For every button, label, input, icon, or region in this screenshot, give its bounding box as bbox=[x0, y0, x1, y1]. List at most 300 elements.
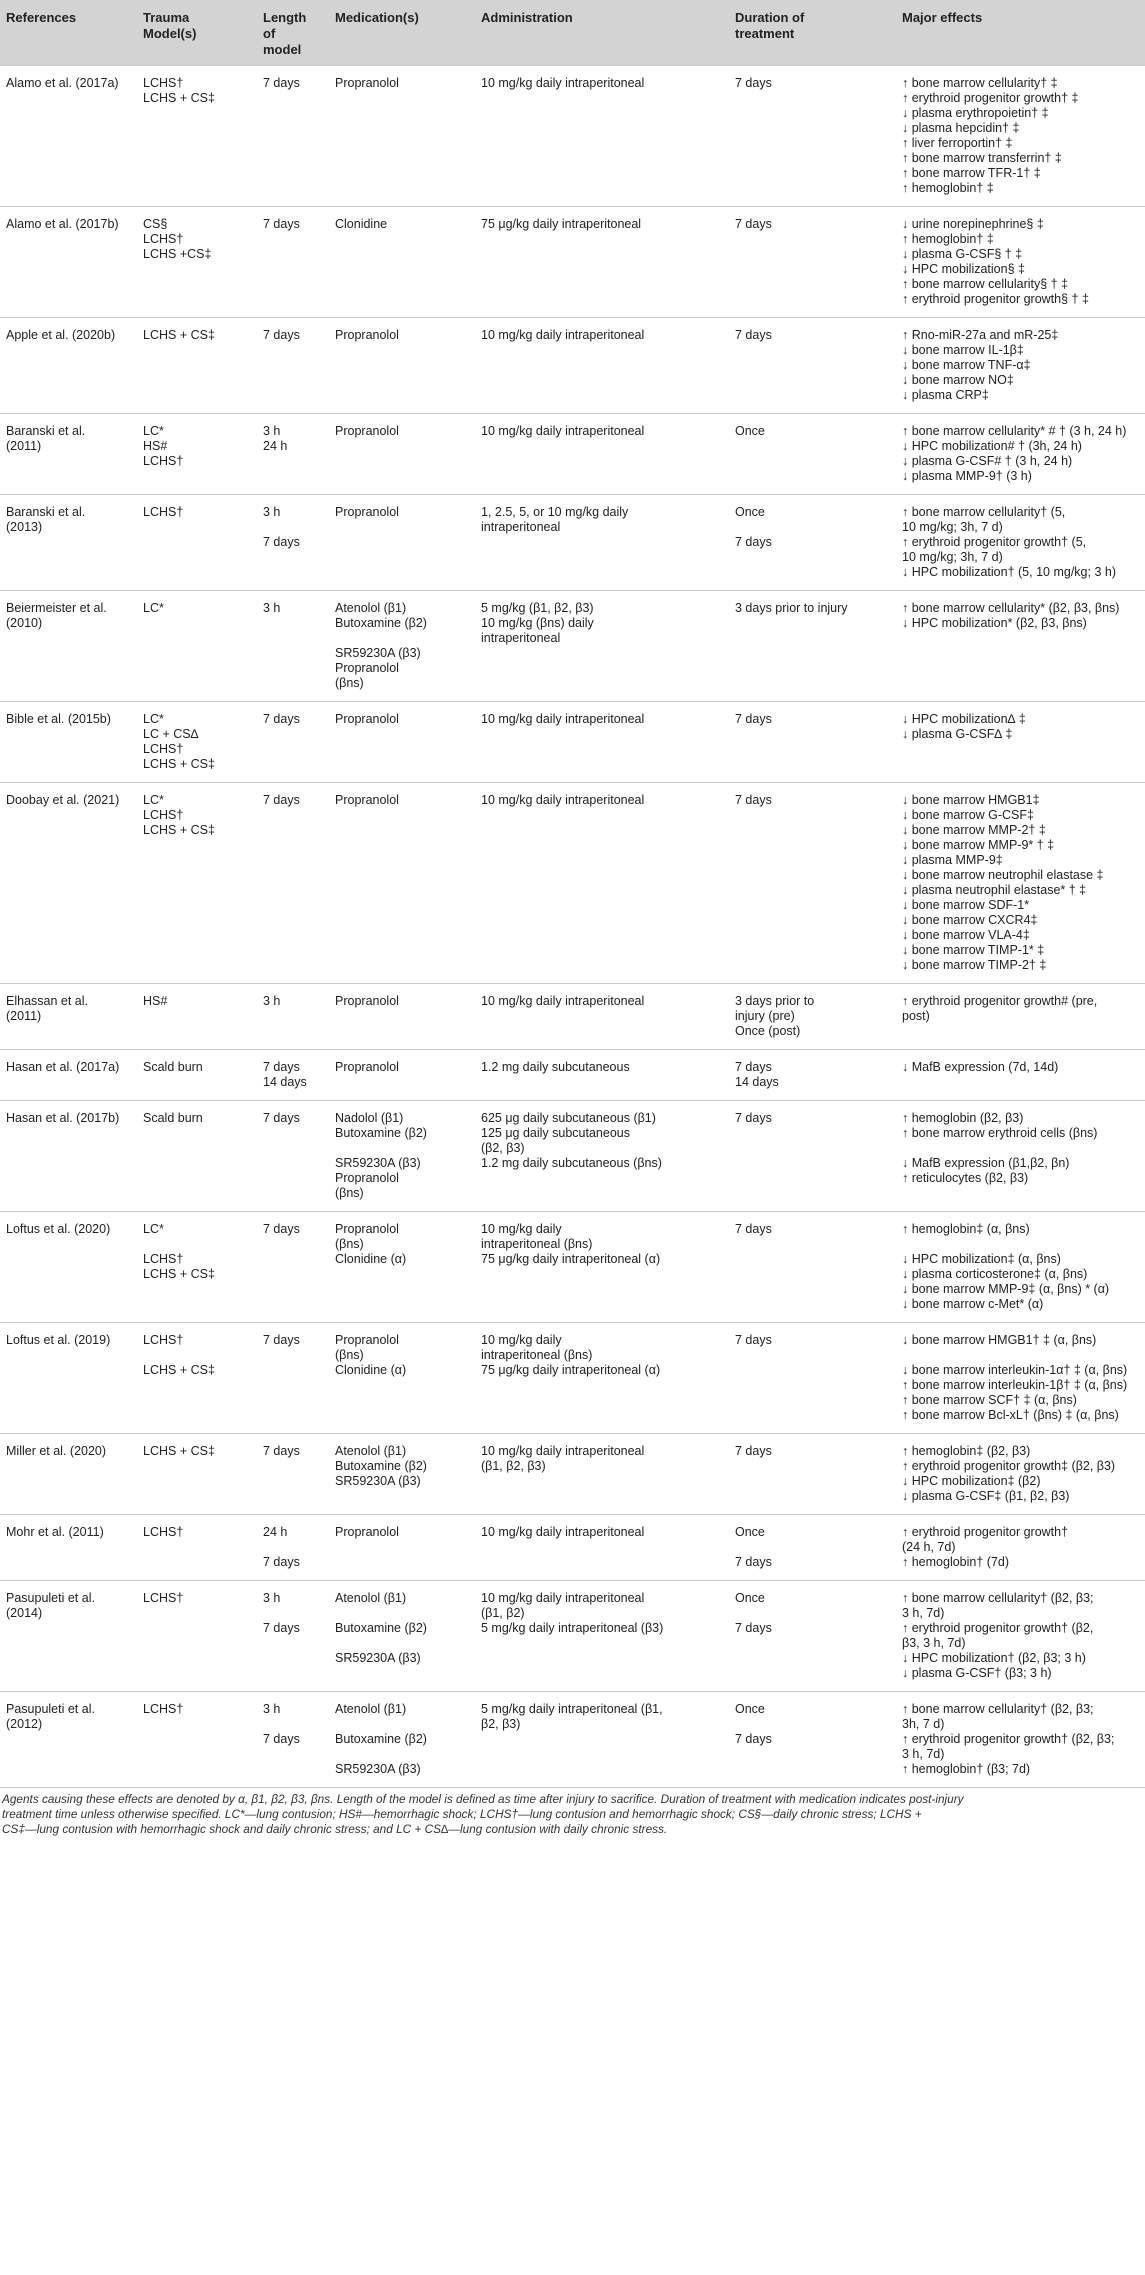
administration-cell bbox=[475, 702, 729, 783]
trauma-model-cell-line bbox=[143, 1237, 251, 1252]
effects-cell-line: ↑ erythroid progenitor growth† (β2, bbox=[902, 1621, 1094, 1635]
administration-cell-line: 75 μg/kg daily intraperitoneal (α) bbox=[481, 1363, 661, 1377]
trauma-model-cell bbox=[137, 495, 257, 591]
trauma-model-cell-line: LC* bbox=[143, 601, 164, 615]
header-references bbox=[0, 0, 137, 66]
length-cell-line: 3 h bbox=[263, 424, 281, 438]
length-cell-line: 14 days bbox=[263, 1075, 307, 1089]
table-row bbox=[0, 1101, 1145, 1212]
duration-cell bbox=[729, 984, 896, 1050]
administration-cell-line: intraperitoneal (βns) bbox=[481, 1348, 593, 1362]
medication-cell-line: Atenolol (β1) bbox=[335, 1591, 407, 1605]
administration-cell bbox=[475, 1212, 729, 1323]
effects-cell-line: ↓ bone marrow NO‡ bbox=[902, 373, 1014, 387]
administration-cell-line: intraperitoneal (βns) bbox=[481, 1237, 593, 1251]
administration-cell bbox=[475, 414, 729, 495]
table-row bbox=[0, 207, 1145, 318]
effects-cell-line: ↓ HPC mobilization† (β2, β3; 3 h) bbox=[902, 1651, 1086, 1665]
effects-cell-line bbox=[902, 1237, 1139, 1252]
length-cell-line: 7 days bbox=[263, 712, 300, 726]
effects-cell-line: ↑ Rno-miR-27a and mR-25‡ bbox=[902, 328, 1059, 342]
administration-cell-line: 10 mg/kg daily intraperitoneal bbox=[481, 76, 645, 90]
effects-cell-line: ↓ plasma corticosterone‡ (α, βns) bbox=[902, 1267, 1088, 1281]
trauma-model-cell bbox=[137, 1101, 257, 1212]
effects-cell-line: ↑ bone marrow interleukin-1β† ‡ (α, βns) bbox=[902, 1378, 1128, 1392]
table-row bbox=[0, 591, 1145, 702]
effects-cell-line: ↓ bone marrow G-CSF‡ bbox=[902, 808, 1034, 822]
effects-cell-line: ↑ erythroid progenitor growth# (pre, bbox=[902, 994, 1098, 1008]
effects-cell-line: ↓ bone marrow CXCR4‡ bbox=[902, 913, 1038, 927]
administration-cell-line: (β1, β2, β3) bbox=[481, 1459, 546, 1473]
duration-cell-line: 7 days bbox=[735, 1060, 772, 1074]
effects-cell bbox=[896, 1323, 1145, 1434]
length-cell-line bbox=[263, 1606, 323, 1621]
duration-cell bbox=[729, 783, 896, 984]
length-cell bbox=[257, 66, 329, 207]
medication-cell-line: Clonidine (α) bbox=[335, 1363, 407, 1377]
table-row bbox=[0, 1581, 1145, 1692]
length-cell-line: 7 days bbox=[263, 1111, 300, 1125]
effects-cell-line: ↓ bone marrow c-Met* (α) bbox=[902, 1297, 1044, 1311]
trauma-model-cell-line: LCHS +CS‡ bbox=[143, 247, 212, 261]
table-row bbox=[0, 1434, 1145, 1515]
administration-cell-line: intraperitoneal bbox=[481, 520, 561, 534]
administration-cell bbox=[475, 66, 729, 207]
trauma-model-cell-line: LCHS† bbox=[143, 1591, 184, 1605]
references-cell-line: Loftus et al. (2019) bbox=[6, 1333, 111, 1347]
effects-cell-line: ↓ plasma hepcidin† ‡ bbox=[902, 121, 1020, 135]
administration-cell-line: 75 μg/kg daily intraperitoneal (α) bbox=[481, 1252, 661, 1266]
trauma-model-cell-line: LCHS + CS‡ bbox=[143, 328, 215, 342]
references-cell bbox=[0, 1581, 137, 1692]
duration-cell-line: 7 days bbox=[735, 1111, 772, 1125]
medication-cell bbox=[329, 984, 475, 1050]
medication-cell-line: SR59230A (β3) bbox=[335, 1651, 421, 1665]
header-effects-text: Major effects bbox=[902, 10, 983, 25]
table-row bbox=[0, 984, 1145, 1050]
administration-cell-line: 75 μg/kg daily intraperitoneal bbox=[481, 217, 642, 231]
administration-cell-line: 10 mg/kg daily intraperitoneal bbox=[481, 1444, 645, 1458]
length-cell-line bbox=[263, 1636, 323, 1651]
effects-cell-line: ↓ HPC mobilization* (β2, β3, βns) bbox=[902, 616, 1087, 630]
medication-cell-line: Atenolol (β1) bbox=[335, 1444, 407, 1458]
effects-cell-line: ↓ bone marrow interleukin-1α† ‡ (α, βns) bbox=[902, 1363, 1128, 1377]
trauma-model-cell-line: HS# bbox=[143, 439, 168, 453]
effects-cell-line: ↑ hemoglobin† (7d) bbox=[902, 1555, 1010, 1569]
medication-cell-line: SR59230A (β3) bbox=[335, 1474, 421, 1488]
length-cell-line: 24 h bbox=[263, 1525, 288, 1539]
effects-cell-line: ↓ plasma G-CSF§ † ‡ bbox=[902, 247, 1023, 261]
duration-cell-line: 3 days prior to injury bbox=[735, 601, 848, 615]
references-cell-line: Pasupuleti et al. bbox=[6, 1702, 95, 1716]
references-cell-line: (2011) bbox=[6, 439, 42, 453]
references-cell-line: (2013) bbox=[6, 520, 43, 534]
references-cell-line: Baranski et al. bbox=[6, 424, 86, 438]
trauma-model-cell bbox=[137, 702, 257, 783]
effects-cell-line: ↑ erythroid progenitor growth‡ (β2, β3) bbox=[902, 1459, 1116, 1473]
medication-cell-line: Butoxamine (β2) bbox=[335, 1126, 427, 1140]
effects-cell bbox=[896, 702, 1145, 783]
medication-cell-line: Propranolol bbox=[335, 76, 399, 90]
administration-cell-line: 10 mg/kg daily bbox=[481, 1222, 562, 1236]
effects-cell-line: ↓ HPC mobilization∆ ‡ bbox=[902, 712, 1026, 726]
effects-cell-line: ↓ HPC mobilization# † (3h, 24 h) bbox=[902, 439, 1082, 453]
administration-cell bbox=[475, 1050, 729, 1101]
table-row bbox=[0, 318, 1145, 414]
header-duration-line: Duration of bbox=[735, 10, 805, 25]
administration-cell-line: 10 mg/kg daily intraperitoneal bbox=[481, 1525, 645, 1539]
administration-cell bbox=[475, 1515, 729, 1581]
duration-cell bbox=[729, 1212, 896, 1323]
trauma-model-cell-line: LC* bbox=[143, 712, 164, 726]
references-cell bbox=[0, 1212, 137, 1323]
medication-cell-line: Propranolol bbox=[335, 1222, 399, 1236]
medication-cell-line: Atenolol (β1) bbox=[335, 1702, 407, 1716]
trauma-model-cell-line: LCHS + CS‡ bbox=[143, 1267, 215, 1281]
effects-cell-line: (24 h, 7d) bbox=[902, 1540, 956, 1554]
medication-cell-line: Propranolol bbox=[335, 1171, 399, 1185]
duration-cell bbox=[729, 1692, 896, 1788]
trauma-model-cell bbox=[137, 207, 257, 318]
duration-cell-line: 7 days bbox=[735, 793, 772, 807]
references-cell bbox=[0, 207, 137, 318]
medication-cell-line: Propranolol bbox=[335, 1525, 399, 1539]
duration-cell-line: 7 days bbox=[735, 1222, 772, 1236]
trauma-model-cell-line: LCHS + CS‡ bbox=[143, 757, 215, 771]
duration-cell bbox=[729, 1050, 896, 1101]
length-cell-line: 7 days bbox=[263, 1444, 300, 1458]
effects-cell-line: ↑ bone marrow cellularity† ‡ bbox=[902, 76, 1058, 90]
header-medications bbox=[329, 0, 475, 66]
administration-cell-line: 125 μg daily subcutaneous bbox=[481, 1126, 630, 1140]
references-cell-line: Elhassan et al. bbox=[6, 994, 88, 1008]
references-cell bbox=[0, 1515, 137, 1581]
trauma-model-cell-line: LCHS† bbox=[143, 1525, 184, 1539]
effects-cell-line: ↓ plasma G-CSF∆ ‡ bbox=[902, 727, 1013, 741]
medication-cell-line: SR59230A (β3) bbox=[335, 1156, 421, 1170]
effects-cell-line: ↑ bone marrow erythroid cells (βns) bbox=[902, 1126, 1098, 1140]
table-row bbox=[0, 1692, 1145, 1788]
trauma-model-cell bbox=[137, 414, 257, 495]
length-cell-line: 3 h bbox=[263, 1591, 281, 1605]
references-cell-line: Hasan et al. (2017a) bbox=[6, 1060, 120, 1074]
effects-cell-line: ↓ HPC mobilization‡ (β2) bbox=[902, 1474, 1041, 1488]
header-row bbox=[0, 0, 1145, 66]
effects-cell-line: ↑ hemoglobin† ‡ bbox=[902, 181, 994, 195]
duration-cell bbox=[729, 1323, 896, 1434]
duration-cell-line: injury (pre) bbox=[735, 1009, 795, 1023]
administration-cell bbox=[475, 1323, 729, 1434]
effects-cell-line: 10 mg/kg; 3h, 7 d) bbox=[902, 550, 1003, 564]
effects-cell bbox=[896, 783, 1145, 984]
trauma-model-cell bbox=[137, 1692, 257, 1788]
length-cell-line: 7 days bbox=[263, 1222, 300, 1236]
references-cell bbox=[0, 1050, 137, 1101]
effects-cell-line: ↓ bone marrow SDF-1* bbox=[902, 898, 1030, 912]
medication-cell bbox=[329, 1050, 475, 1101]
administration-cell bbox=[475, 318, 729, 414]
duration-cell bbox=[729, 591, 896, 702]
effects-cell-line: ↓ bone marrow TIMP-2† ‡ bbox=[902, 958, 1047, 972]
administration-cell-line: intraperitoneal bbox=[481, 631, 561, 645]
medication-cell-line: Butoxamine (β2) bbox=[335, 616, 427, 630]
medication-cell-line bbox=[335, 631, 469, 646]
medication-cell-line bbox=[335, 1606, 469, 1621]
header-trauma-models-line: Trauma bbox=[143, 10, 190, 25]
length-cell bbox=[257, 591, 329, 702]
effects-cell-line: ↓ plasma G-CSF‡ (β1, β2, β3) bbox=[902, 1489, 1070, 1503]
duration-cell bbox=[729, 1515, 896, 1581]
effects-cell-line: ↑ bone marrow cellularity† (5, bbox=[902, 505, 1066, 519]
effects-cell-line: ↑ bone marrow cellularity§ † ‡ bbox=[902, 277, 1069, 291]
length-cell-line bbox=[263, 1666, 323, 1681]
medication-cell bbox=[329, 207, 475, 318]
administration-cell bbox=[475, 1581, 729, 1692]
effects-cell-line: ↑ bone marrow TFR-1† ‡ bbox=[902, 166, 1041, 180]
length-cell-line: 7 days bbox=[263, 1732, 300, 1746]
trauma-model-cell bbox=[137, 1212, 257, 1323]
length-cell bbox=[257, 495, 329, 591]
header-length-line: of bbox=[263, 26, 276, 41]
duration-cell bbox=[729, 1581, 896, 1692]
administration-cell bbox=[475, 1101, 729, 1212]
effects-cell-line: ↑ bone marrow cellularity† (β2, β3; bbox=[902, 1591, 1094, 1605]
effects-cell bbox=[896, 1050, 1145, 1101]
administration-cell bbox=[475, 984, 729, 1050]
duration-cell bbox=[729, 702, 896, 783]
references-cell bbox=[0, 1692, 137, 1788]
trauma-model-cell bbox=[137, 1050, 257, 1101]
effects-cell bbox=[896, 495, 1145, 591]
effects-cell-line: ↓ HPC mobilization‡ (α, βns) bbox=[902, 1252, 1061, 1266]
trauma-model-cell-line: LCHS + CS‡ bbox=[143, 823, 215, 837]
medication-cell-line bbox=[335, 1717, 469, 1732]
effects-cell-line: ↑ bone marrow transferrin† ‡ bbox=[902, 151, 1062, 165]
duration-cell-line: 7 days bbox=[735, 1444, 772, 1458]
length-cell bbox=[257, 1323, 329, 1434]
medication-cell bbox=[329, 783, 475, 984]
references-cell-line: (2010) bbox=[6, 616, 43, 630]
medication-cell bbox=[329, 66, 475, 207]
trauma-model-cell bbox=[137, 783, 257, 984]
effects-cell-line: ↓ plasma neutrophil elastase* † ‡ bbox=[902, 883, 1087, 897]
length-cell bbox=[257, 702, 329, 783]
effects-cell-line: ↓ MafB expression (7d, 14d) bbox=[902, 1060, 1059, 1074]
medication-cell-line: Propranolol bbox=[335, 505, 399, 519]
length-cell-line: 7 days bbox=[263, 217, 300, 231]
trauma-model-cell bbox=[137, 66, 257, 207]
table-row bbox=[0, 783, 1145, 984]
header-medications-text: Medication(s) bbox=[335, 10, 419, 25]
length-cell-line bbox=[263, 520, 323, 535]
duration-cell-line: Once bbox=[735, 424, 765, 438]
medication-cell-line: Propranolol bbox=[335, 424, 399, 438]
trauma-model-cell-line: Scald burn bbox=[143, 1060, 203, 1074]
references-cell bbox=[0, 1101, 137, 1212]
length-cell-line: 3 h bbox=[263, 505, 281, 519]
length-cell bbox=[257, 318, 329, 414]
length-cell-line: 3 h bbox=[263, 1702, 281, 1716]
administration-cell-line: β2, β3) bbox=[481, 1717, 521, 1731]
length-cell bbox=[257, 1212, 329, 1323]
medication-cell bbox=[329, 591, 475, 702]
duration-cell bbox=[729, 66, 896, 207]
header-length bbox=[257, 0, 329, 66]
trauma-model-cell-line: LCHS + CS‡ bbox=[143, 91, 215, 105]
trauma-model-cell-line: LCHS† bbox=[143, 505, 184, 519]
effects-cell-line: ↑ liver ferroportin† ‡ bbox=[902, 136, 1013, 150]
medication-cell-line: Nadolol (β1) bbox=[335, 1111, 404, 1125]
references-cell bbox=[0, 495, 137, 591]
duration-cell-line: 7 days bbox=[735, 217, 772, 231]
administration-cell-line: 10 mg/kg daily bbox=[481, 1333, 562, 1347]
medication-cell-line bbox=[335, 1747, 469, 1762]
medication-cell-line: (βns) bbox=[335, 1237, 364, 1251]
length-cell bbox=[257, 1050, 329, 1101]
medication-cell-line: Propranolol bbox=[335, 1333, 399, 1347]
effects-cell-line: ↓ plasma MMP-9‡ bbox=[902, 853, 1003, 867]
medication-cell bbox=[329, 1101, 475, 1212]
duration-cell-line: 7 days bbox=[735, 1621, 772, 1635]
effects-cell-line: ↑ bone marrow SCF† ‡ (α, βns) bbox=[902, 1393, 1077, 1407]
administration-cell-line: 5 mg/kg daily intraperitoneal (β1, bbox=[481, 1702, 663, 1716]
effects-cell-line: ↓ urine norepinephrine§ ‡ bbox=[902, 217, 1044, 231]
effects-cell-line: ↓ HPC mobilization† (5, 10 mg/kg; 3 h) bbox=[902, 565, 1116, 579]
trauma-model-cell-line: CS§ bbox=[143, 217, 168, 231]
administration-cell bbox=[475, 207, 729, 318]
duration-cell-line: 7 days bbox=[735, 328, 772, 342]
trauma-model-cell-line: LCHS + CS‡ bbox=[143, 1444, 215, 1458]
references-cell-line: Baranski et al. bbox=[6, 505, 86, 519]
effects-cell bbox=[896, 1101, 1145, 1212]
duration-cell-line bbox=[735, 1606, 890, 1621]
duration-cell-line: Once bbox=[735, 1591, 765, 1605]
effects-cell-line: 3 h, 7d) bbox=[902, 1606, 945, 1620]
table-header bbox=[0, 0, 1145, 66]
length-cell bbox=[257, 1692, 329, 1788]
trauma-model-cell bbox=[137, 318, 257, 414]
length-cell bbox=[257, 414, 329, 495]
effects-cell-line: ↑ bone marrow cellularity* # † (3 h, 24 h) bbox=[902, 424, 1127, 438]
administration-cell-line: 1, 2.5, 5, or 10 mg/kg daily bbox=[481, 505, 629, 519]
length-cell bbox=[257, 207, 329, 318]
trauma-model-cell-line: LCHS + CS‡ bbox=[143, 1363, 215, 1377]
length-cell-line: 24 h bbox=[263, 439, 288, 453]
medication-cell bbox=[329, 1692, 475, 1788]
duration-cell-line: 7 days bbox=[735, 76, 772, 90]
references-cell-line: Loftus et al. (2020) bbox=[6, 1222, 111, 1236]
header-duration bbox=[729, 0, 896, 66]
administration-cell-line: 1.2 mg daily subcutaneous bbox=[481, 1060, 630, 1074]
effects-cell-line: ↓ MafB expression (β1,β2, βn) bbox=[902, 1156, 1070, 1170]
table-row bbox=[0, 414, 1145, 495]
effects-cell-line: ↑ bone marrow Bcl-xL† (βns) ‡ (α, βns) bbox=[902, 1408, 1119, 1422]
effects-cell bbox=[896, 1515, 1145, 1581]
references-cell-line: Mohr et al. (2011) bbox=[6, 1525, 104, 1539]
duration-cell bbox=[729, 318, 896, 414]
medication-cell bbox=[329, 1515, 475, 1581]
duration-cell-line: 3 days prior to bbox=[735, 994, 815, 1008]
trauma-model-cell-line bbox=[143, 1348, 251, 1363]
length-cell-line bbox=[263, 1540, 323, 1555]
references-cell bbox=[0, 783, 137, 984]
effects-cell bbox=[896, 207, 1145, 318]
trauma-model-cell-line: HS# bbox=[143, 994, 168, 1008]
length-cell-line: 7 days bbox=[263, 1555, 300, 1569]
duration-cell-line bbox=[735, 520, 890, 535]
medication-cell bbox=[329, 318, 475, 414]
duration-cell-line: 7 days bbox=[735, 1555, 772, 1569]
effects-cell-line: ↓ plasma CRP‡ bbox=[902, 388, 989, 402]
trauma-model-cell bbox=[137, 1323, 257, 1434]
references-cell bbox=[0, 591, 137, 702]
effects-cell-line: ↓ bone marrow IL-1β‡ bbox=[902, 343, 1024, 357]
header-trauma-models-line: Model(s) bbox=[143, 26, 197, 41]
table-row bbox=[0, 1515, 1145, 1581]
effects-cell-line: ↓ bone marrow HMGB1† ‡ (α, βns) bbox=[902, 1333, 1097, 1347]
effects-cell-line: ↑ bone marrow cellularity† (β2, β3; bbox=[902, 1702, 1094, 1716]
medication-cell-line: (βns) bbox=[335, 1186, 364, 1200]
table-row bbox=[0, 1212, 1145, 1323]
medication-cell-line: Propranolol bbox=[335, 661, 399, 675]
effects-cell-line: ↑ hemoglobin‡ (α, βns) bbox=[902, 1222, 1030, 1236]
effects-cell-line: ↑ reticulocytes (β2, β3) bbox=[902, 1171, 1029, 1185]
references-cell bbox=[0, 1323, 137, 1434]
medication-cell-line bbox=[335, 1636, 469, 1651]
medication-cell-line: Propranolol bbox=[335, 712, 399, 726]
administration-cell-line: 10 mg/kg daily intraperitoneal bbox=[481, 328, 645, 342]
trauma-model-cell-line: LCHS† bbox=[143, 1702, 184, 1716]
duration-cell bbox=[729, 207, 896, 318]
effects-cell-line: ↑ hemoglobin‡ (β2, β3) bbox=[902, 1444, 1031, 1458]
administration-cell-line: 10 mg/kg daily intraperitoneal bbox=[481, 994, 645, 1008]
medication-cell bbox=[329, 495, 475, 591]
references-cell bbox=[0, 1434, 137, 1515]
table-footnote bbox=[0, 1787, 1145, 1837]
medication-cell-line: Atenolol (β1) bbox=[335, 601, 407, 615]
duration-cell bbox=[729, 1434, 896, 1515]
effects-cell-line: ↑ hemoglobin† (β3; 7d) bbox=[902, 1762, 1031, 1776]
length-cell bbox=[257, 1515, 329, 1581]
effects-cell-line: ↑ bone marrow cellularity* (β2, β3, βns) bbox=[902, 601, 1120, 615]
effects-cell-line: ↓ bone marrow neutrophil elastase ‡ bbox=[902, 868, 1104, 882]
table-row bbox=[0, 1323, 1145, 1434]
trauma-model-cell-line: LCHS† bbox=[143, 454, 184, 468]
effects-cell-line: ↓ bone marrow TIMP-1* ‡ bbox=[902, 943, 1045, 957]
duration-cell-line: Once bbox=[735, 1702, 765, 1716]
references-cell-line: (2011) bbox=[6, 1009, 42, 1023]
trauma-model-cell-line: LCHS† bbox=[143, 742, 184, 756]
medication-cell-line: SR59230A (β3) bbox=[335, 646, 421, 660]
medication-cell-line: Propranolol bbox=[335, 1060, 399, 1074]
effects-cell-line: ↓ plasma G-CSF† (β3; 3 h) bbox=[902, 1666, 1052, 1680]
administration-cell-line: 625 μg daily subcutaneous (β1) bbox=[481, 1111, 656, 1125]
effects-cell-line bbox=[902, 1348, 1139, 1363]
effects-cell bbox=[896, 984, 1145, 1050]
header-administration-text: Administration bbox=[481, 10, 573, 25]
administration-cell-line: 5 mg/kg (β1, β2, β3) bbox=[481, 601, 594, 615]
length-cell bbox=[257, 1434, 329, 1515]
references-cell-line: Miller et al. (2020) bbox=[6, 1444, 107, 1458]
administration-cell-line: 10 mg/kg (βns) daily bbox=[481, 616, 594, 630]
header-length-line: Length bbox=[263, 10, 307, 25]
header-effects bbox=[896, 0, 1145, 66]
effects-cell-line: ↓ plasma erythropoietin† ‡ bbox=[902, 106, 1049, 120]
trauma-model-cell bbox=[137, 1515, 257, 1581]
medication-cell bbox=[329, 1212, 475, 1323]
effects-cell-line: ↑ erythroid progenitor growth† ‡ bbox=[902, 91, 1079, 105]
length-cell-line: 3 h bbox=[263, 994, 281, 1008]
